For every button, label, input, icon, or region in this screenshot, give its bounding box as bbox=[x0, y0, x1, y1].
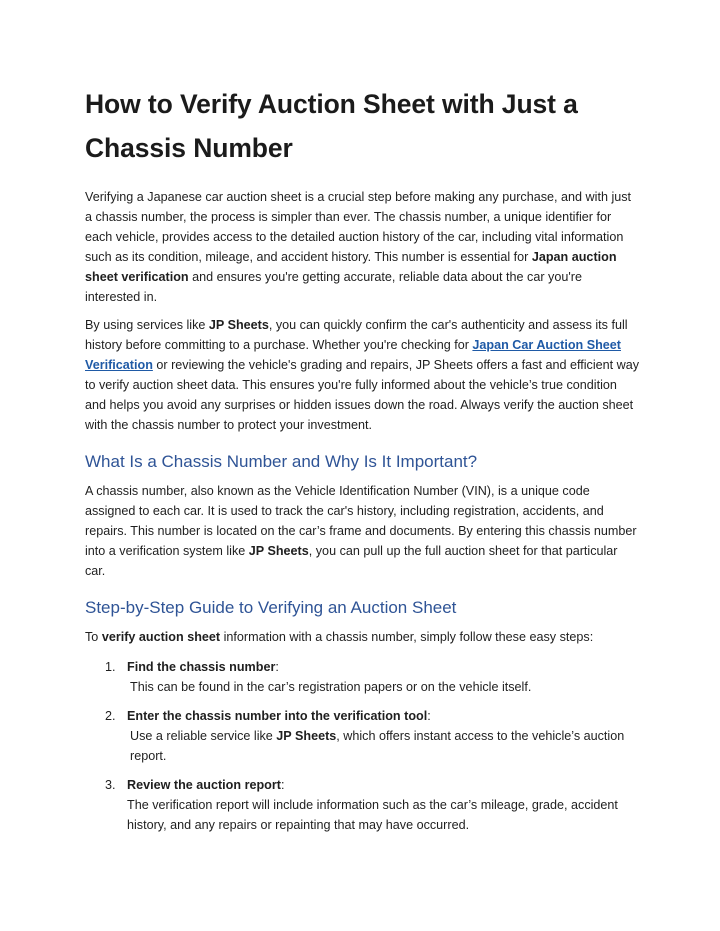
page-title: How to Verify Auction Sheet with Just a Chassis Number bbox=[85, 89, 578, 163]
steps-list bbox=[85, 657, 640, 835]
step-title: Enter the chassis number into the verification tool bbox=[127, 709, 428, 723]
chassis-p-text-end: , you can pull up the full auction sheet for that particular car. bbox=[85, 544, 618, 578]
section-heading-chassis-number: What Is a Chassis Number and Why Is It Important? bbox=[85, 452, 478, 471]
intro-paragraph-1 bbox=[85, 187, 640, 307]
step-desc-bold: JP Sheets bbox=[276, 729, 337, 743]
step-colon: : bbox=[427, 709, 431, 723]
step-number: 2. bbox=[105, 709, 116, 723]
intro-p2-text-end: or reviewing the vehicle's grading and repairs, JP Sheets offers a fast and efficient way to verify auction sheet data. This ensures you're fully informed about the vehicle’s true condition and helps you avoid any surprises or hidden issues down the road. Always verify the auction sheet with the chassis number to protect your investment. bbox=[85, 358, 640, 432]
step-number: 3. bbox=[105, 778, 116, 792]
section-heading-step-guide: Step-by-Step Guide to Verifying an Auction Sheet bbox=[85, 598, 457, 617]
step-desc-text-end: , which offers instant access to the vehicle’s auction report. bbox=[130, 729, 625, 763]
intro-p1-bold: Japan auction sheet verification bbox=[85, 250, 617, 284]
intro-p2-text-mid: , you can quickly confirm the car's authenticity and assess its full history before committing to a purchase. Whether you're checking for bbox=[85, 318, 628, 352]
step-colon: : bbox=[280, 778, 285, 792]
intro-p1-text-start: Verifying a Japanese car auction sheet is a crucial step before making any purchase, and with just a chassis number, the process is simpler than ever. The chassis number, a unique identifier for each vehicle, provides access to the detailed auction history of the car, including vital information such as its condition, mileage, and accident history. This number is essential for bbox=[85, 190, 632, 264]
steps-intro-bold: verify auction sheet bbox=[101, 630, 221, 644]
list-item bbox=[85, 706, 640, 766]
intro-p2-bold: JP Sheets bbox=[208, 318, 269, 332]
step-desc-text-start: Use a reliable service like bbox=[130, 729, 277, 743]
intro-p2-text-start: By using services like bbox=[85, 318, 209, 332]
step-description: This can be found in the car’s registration papers or on the vehicle itself. bbox=[130, 680, 532, 694]
chassis-number-paragraph bbox=[85, 481, 640, 581]
step-colon: : bbox=[275, 660, 279, 674]
steps-intro-text-start: To bbox=[85, 630, 102, 644]
step-title: Find the chassis number bbox=[127, 660, 276, 674]
step-number: 1. bbox=[105, 660, 116, 674]
chassis-p-bold: JP Sheets bbox=[248, 544, 309, 558]
step-description bbox=[127, 726, 640, 766]
intro-p1-text-end: and ensures you're getting accurate, reliable data about the car you're interested in. bbox=[85, 270, 582, 304]
list-item bbox=[85, 775, 640, 835]
steps-intro-paragraph bbox=[85, 627, 640, 647]
list-item bbox=[85, 657, 640, 697]
verification-link[interactable]: Japan Car Auction Sheet Verification bbox=[85, 338, 621, 372]
step-description: The verification report will include information such as the car’s mileage, grade, accident history, and any repairs or repainting that may have occurred. bbox=[127, 798, 618, 832]
intro-paragraph-2 bbox=[85, 315, 640, 435]
chassis-p-text-start: A chassis number, also known as the Vehicle Identification Number (VIN), is a unique code assigned to each car. It is used to track the car's history, including registration, accidents, and repairs. This number is located on the car’s frame and documents. By entering this chassis number into a verification system like bbox=[85, 484, 637, 558]
step-title: Review the auction report bbox=[127, 778, 281, 792]
steps-intro-text-end: information with a chassis number, simply follow these easy steps: bbox=[220, 630, 594, 644]
